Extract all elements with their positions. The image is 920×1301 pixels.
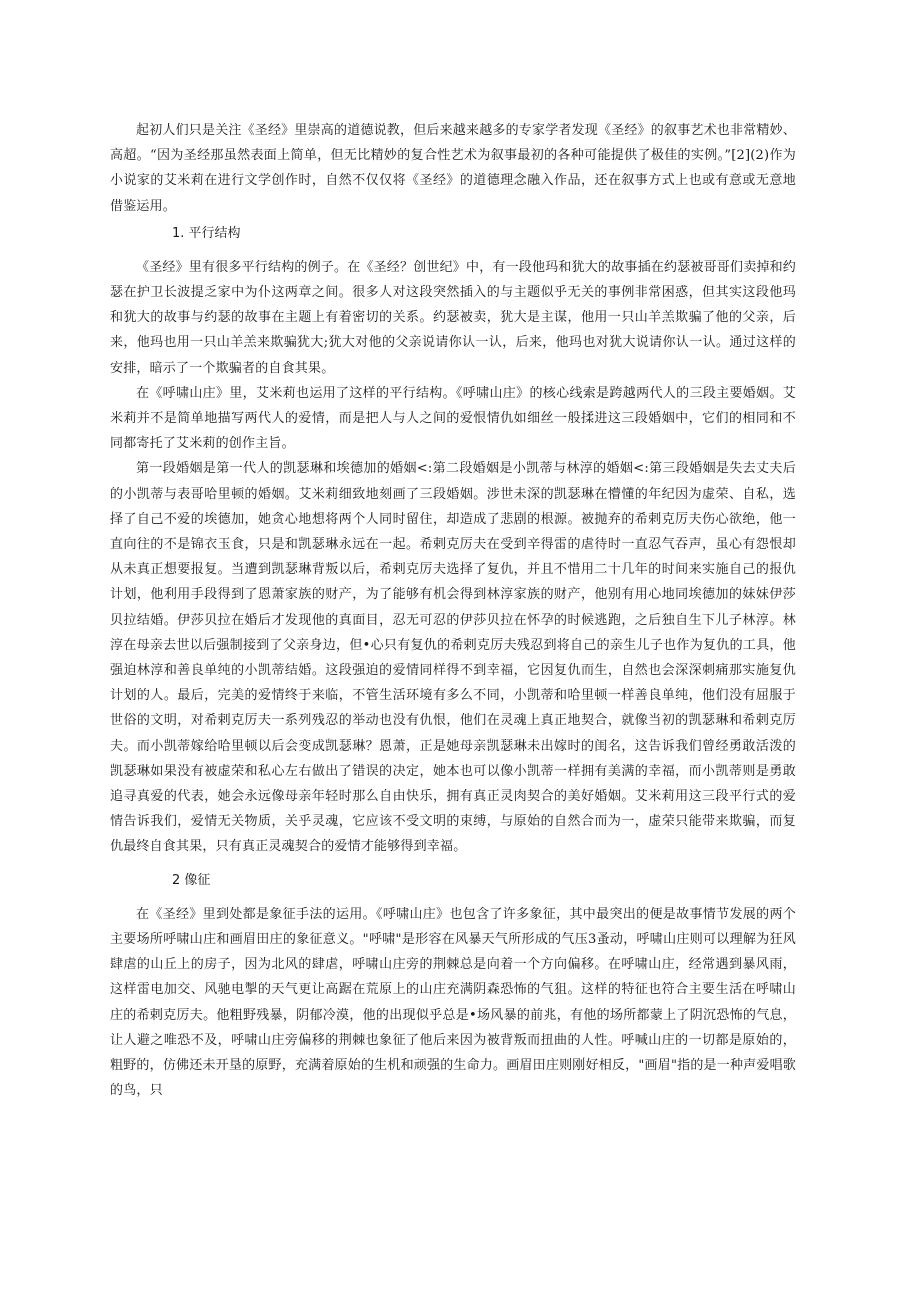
paragraph-three-marriages: 第一段婚姻是第一代人的凯瑟琳和埃德加的婚姻<:第二段婚姻是小凯蒂与林淳的婚姻<:第三段婚姻是失去丈夫后的小凯蒂与表哥哈里顿的婚姻。艾米莉细致地刻画了三段婚姻。涉世未深的凯瑟琳在懵懂的年纪因为虚荣、自私，选择了自己不爱的埃德加，她贪心地想将两个人同时留住，却造成了悲剧的根源。被抛弃的希剌克厉夫伤心欲绝，他一直向往的不是锦衣玉食，只是和凯瑟琳永远在一起。希剌克厉夫在受到辛得雷的虐待时一直忍气吞声，虽心有怨恨却从未真正想要报复。当遭到凯瑟琳背叛以后，希剌克厉夫选择了复仇，并且不惜用二十几年的时间来实施自己的报仇计划，他利用手段得到了恩萧家族的财产，为了能够有机会得到林淳家族的财产，他别有用心地同埃德加的妹妹伊莎贝拉结婚。伊莎贝拉在婚后才发现他的真面目，忍无可忍的伊莎贝拉在怀孕的时候逃跑，之后独自生下儿子林淳。林淳在母亲去世以后强制接到了父亲身边，但•心只有复仇的希剌克厉夫残忍到将自己的亲生儿子也作为复仇的工具，他强迫林淳和善良单纯的小凯蒂结婚。这段强迫的爱情同样得不到幸福，它因复仇而生，自然也会深深刺痛那实施复仇计划的人。最后，完美的爱情终于来临，不管生活环境有多么不同，小凯蒂和哈里顿一样善良单纯，他们没有屈服于世俗的文明，对希剌克厉夫一系列残忍的举动也没有仇恨，他们在灵魂上真正地契合，就像当初的凯瑟琳和希剌克厉夫。而小凯蒂嫁给哈里顿以后会变成凯瑟琳？恩萧，正是她母亲凯瑟琳未出嫁时的闺名，这告诉我们曾经勇敢活泼的凯瑟琳如果没有被虚荣和私心左右做出了错误的决定，她本也可以像小凯蒂一样拥有美满的幸福，而小凯蒂则是勇敢追寻真爱的代表，她会永远像母亲年轻时那么自由快乐，拥有真正灵肉契合的美好婚姻。艾米莉用这三段平行式的爱情告诉我们，爱情无关物质，关乎灵魂，它应该不受文明的束缚，与原始的自然合而为一，虚荣只能带来欺骗，而复仇最终自食其果，只有真正灵魂契合的爱情才能够得到幸福。 (110, 461, 796, 855)
paragraph-parallel-heights: 在《呼啸山庄》里，艾米莉也运用了这样的平行结构。《呼啸山庄》的核心线索是跨越两代人的三段主要婚姻。艾米莉并不是简单地描写两代人的爱情，而是把人与人之间的爱恨情仇如细丝一般揉进这三段婚姻中，它们的相同和不同都寄托了艾米莉的创作主旨。 (110, 385, 796, 452)
paragraph-intro: 起初人们只是关注《圣经》里崇高的道德说教，但后来越来越多的专家学者发现《圣经》的叙事艺术也非常精妙、高超。“因为圣经那虽然表面上简单，但无比精妙的复合性艺术为叙事最初的各种可能提供了极佳的实例。”[2](2)作为小说家的艾米莉在进行文学创作时，自然不仅仅将《圣经》的道德理念融入作品，还在叙事方式上也或有意或无意地借鉴运用。 (110, 123, 797, 214)
paragraph-parallel-bible: 《圣经》里有很多平行结构的例子。在《圣经？创世纪》中，有一段他玛和犹大的故事插在约瑟被哥哥们卖掉和约瑟在护卫长波提乏家中为仆这两章之间。很多人对这段突然插入的与主题似乎无关的事例非常困惑，但其实这段他玛和犹大的故事与约瑟的故事在主题上有着密切的关系。约瑟被卖，犹大是主谋，他用一只山羊羔欺骗了他的父亲，后来，他玛也用一只山羊羔来欺骗犹大;犹大对他的父亲说请你认一认，后来，他玛也对犹大说请你认一认。通过这样的安排，暗示了一个欺骗者的自食其果。 (110, 259, 797, 376)
section-heading-parallel-structure: 1. 平行结构 (172, 225, 241, 241)
section-heading-symbolism: 2 像征 (172, 872, 211, 888)
document-page (110, 118, 796, 1103)
paragraph-symbolism: 在《圣经》里到处都是象征手法的运用。《呼啸山庄》也包含了许多象征，其中最突出的便是故事情节发展的两个主要场所呼啸山庄和画眉田庄的象征意义。"呼啸"是形容在风暴天气所形成的气压3蚤动，呼啸山庄则可以理解为狂风肆虐的山丘上的房子，因为北风的肆虐，呼啸山庄旁的荆棘总是向着一个方向偏移。在呼啸山庄，经常遇到暴风雨，这样雷电加交、风驰电掣的天气更让高踞在荒原上的山庄充满阴森恐怖的气狙。这样的特征也符合主要生活在呼啸山庄的希剌克厉夫。他粗野残暴，阴郁冷漠，他的出现似乎总是•场风暴的前兆，有他的场所都蒙上了阴沉恐怖的气息，让人避之唯恐不及，呼啸山庄旁偏移的荆棘也象征了他后来因为被背叛而扭曲的人性。呼喊山庄的一切都是原始的，粗野的，仿佛还未开垦的原野，充满着原始的生机和顽强的生命力。画眉田庄则刚好相反，"画眉"指的是一种声爱唱歌的鸟，只 (110, 906, 796, 1099)
